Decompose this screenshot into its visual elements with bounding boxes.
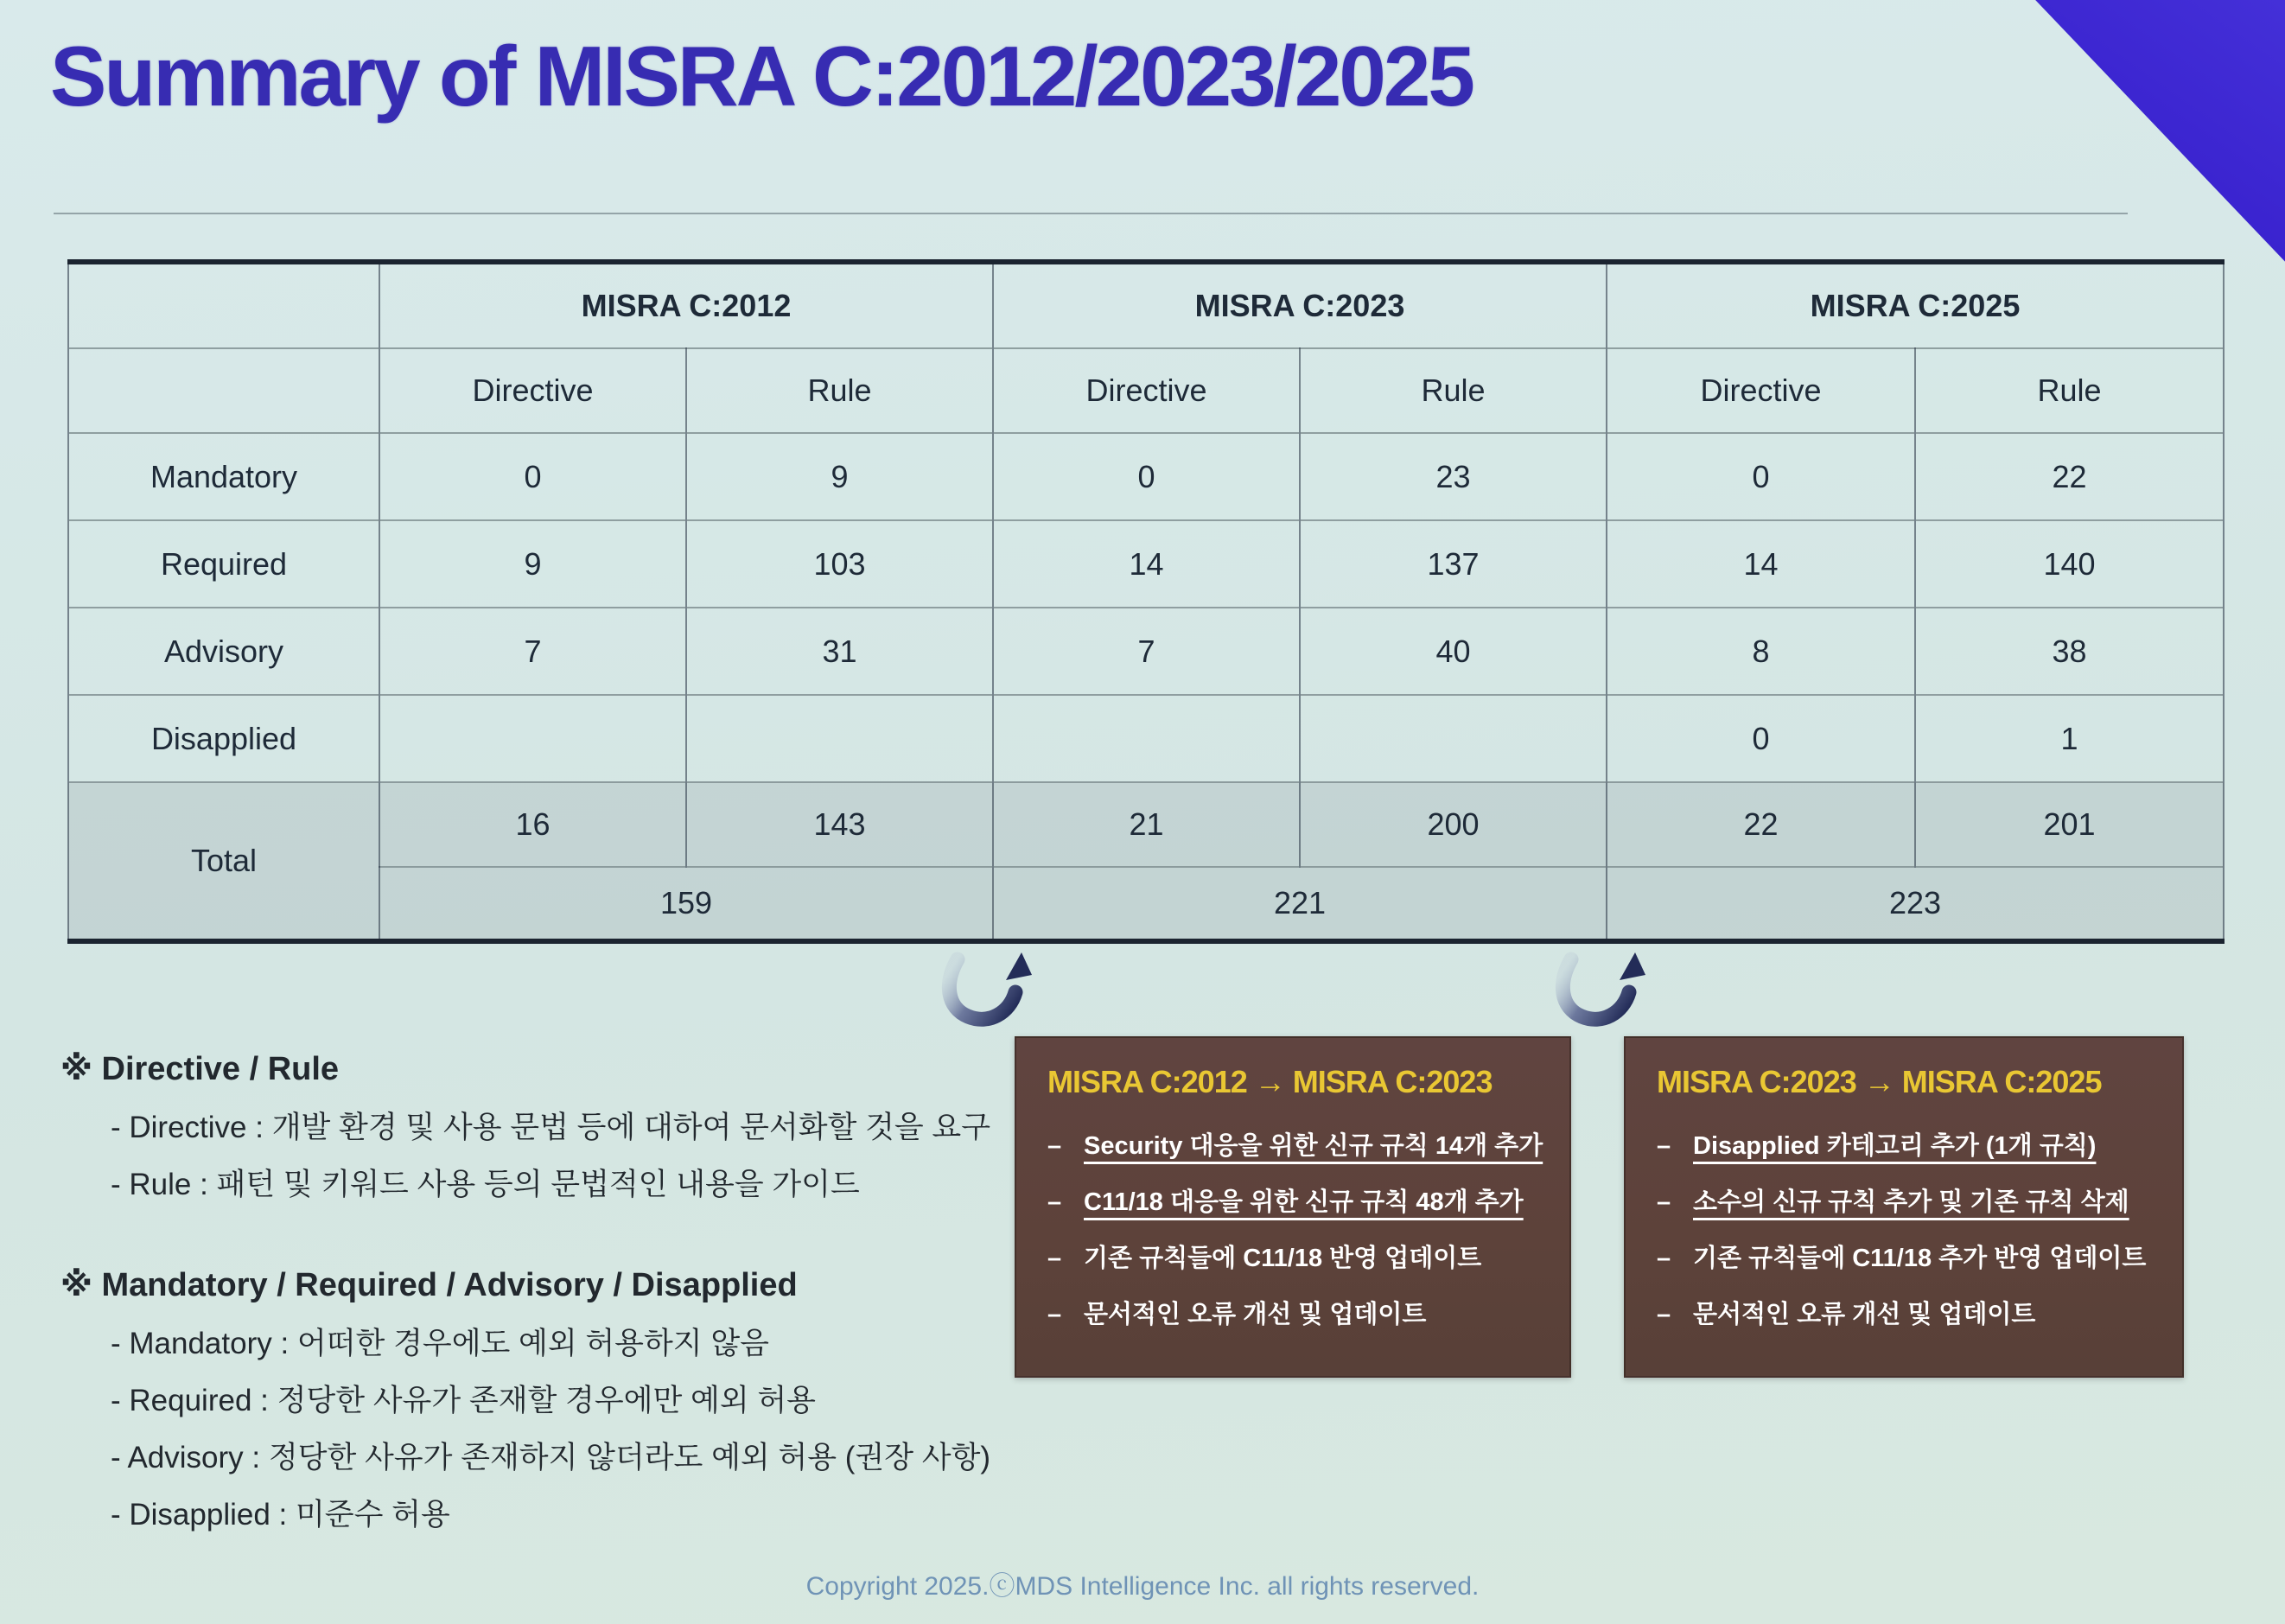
total-value-cell: 21 [993, 782, 1300, 867]
change-item-text: C11/18 대응을 위한 신규 규칙 48개 추가 [1084, 1188, 1524, 1216]
note-item: - Rule : 패턴 및 키워드 사용 등의 문법적인 내용을 가이드 [111, 1168, 860, 1201]
note-title: ※ Directive / Rule [60, 1051, 340, 1087]
value-cell: 14 [1607, 520, 1915, 608]
value-cell: 7 [379, 608, 686, 695]
row-label: Disapplied [68, 695, 379, 782]
value-cell: 14 [993, 520, 1300, 608]
change-box-2012-to-2023 [1015, 1036, 1571, 1378]
dash-bullet: – [1047, 1188, 1062, 1216]
value-cell [686, 695, 993, 782]
subheader-rule: Rule [686, 348, 993, 433]
row-label: Required [68, 520, 379, 608]
change-item [1047, 1182, 1538, 1218]
row-label: Advisory [68, 608, 379, 695]
subheader-directive: Directive [1607, 348, 1915, 433]
curved-up-arrow-icon [1545, 949, 1658, 1032]
table-group-header-row [68, 262, 2224, 348]
value-cell: 0 [993, 433, 1300, 520]
note-item: - Directive : 개발 환경 및 사용 문법 등에 대하여 문서화할 것을 요구 [111, 1111, 991, 1144]
note-item: - Required : 정당한 사유가 존재할 경우에만 예외 허용 [111, 1384, 816, 1417]
value-cell: 0 [1607, 695, 1915, 782]
change-item-text: 문서적인 오류 개선 및 업데이트 [1084, 1301, 1427, 1328]
dash-bullet: – [1047, 1132, 1062, 1160]
change-item [1047, 1126, 1543, 1162]
misra-summary-table [67, 259, 2225, 944]
total-value-cell: 22 [1607, 782, 1915, 867]
value-cell: 22 [1915, 433, 2224, 520]
change-box-title: MISRA C:2012 → MISRA C:2023 [1047, 1064, 1493, 1099]
value-cell: 103 [686, 520, 993, 608]
value-cell: 40 [1300, 608, 1607, 695]
total-value-cell: 201 [1915, 782, 2224, 867]
value-cell [1300, 695, 1607, 782]
note-title: ※ Mandatory / Required / Advisory / Disapplied [60, 1267, 798, 1303]
value-cell [993, 695, 1300, 782]
total-value-cell: 200 [1300, 782, 1607, 867]
dash-bullet: – [1657, 1188, 1671, 1216]
change-item-text: 기존 규칙들에 C11/18 반영 업데이트 [1084, 1245, 1482, 1272]
table-row-advisory [68, 608, 2224, 695]
change-item-text: 기존 규칙들에 C11/18 추가 반영 업데이트 [1693, 1245, 2147, 1272]
merged-total-cell: 221 [993, 867, 1607, 941]
curved-up-arrow-icon [932, 949, 1044, 1032]
dash-bullet: – [1657, 1245, 1671, 1272]
note-item: - Advisory : 정당한 사유가 존재하지 않더라도 예외 허용 (권장 사항) [111, 1441, 991, 1474]
change-item-text: 소수의 신규 규칙 추가 및 기존 규칙 삭제 [1693, 1188, 2129, 1216]
corner-triangle-icon [1998, 0, 2285, 270]
total-value-cell: 16 [379, 782, 686, 867]
change-item-text: 문서적인 오류 개선 및 업데이트 [1693, 1301, 2036, 1328]
change-box-2023-to-2025 [1624, 1036, 2184, 1378]
note-block-directive-rule [60, 1048, 990, 1205]
subheader-directive: Directive [993, 348, 1300, 433]
group-header-2012: MISRA C:2012 [379, 262, 993, 348]
corner-empty-cell [68, 348, 379, 433]
note-block-categories [60, 1264, 990, 1535]
note-item: - Mandatory : 어떠한 경우에도 예외 허용하지 않음 [111, 1327, 769, 1360]
change-item [1047, 1239, 1538, 1274]
value-cell: 7 [993, 608, 1300, 695]
value-cell: 140 [1915, 520, 2224, 608]
table-row-total-breakdown [68, 782, 2224, 867]
corner-empty-cell [68, 262, 379, 348]
change-item [1657, 1126, 2151, 1162]
value-cell: 9 [686, 433, 993, 520]
change-item [1047, 1295, 1538, 1330]
title-divider [54, 213, 2128, 214]
change-item [1657, 1295, 2151, 1330]
value-cell: 31 [686, 608, 993, 695]
note-item: - Disapplied : 미준수 허용 [111, 1498, 450, 1532]
dash-bullet: – [1047, 1301, 1062, 1328]
group-header-2023: MISRA C:2023 [993, 262, 1607, 348]
dash-bullet: – [1657, 1301, 1671, 1328]
value-cell: 0 [1607, 433, 1915, 520]
total-label: Total [68, 782, 379, 941]
subheader-directive: Directive [379, 348, 686, 433]
value-cell: 38 [1915, 608, 2224, 695]
change-item-text: Security 대응을 위한 신규 규칙 14개 추가 [1084, 1132, 1543, 1160]
page-title: Summary of MISRA C:2012/2023/2025 [50, 29, 1473, 124]
value-cell: 137 [1300, 520, 1607, 608]
merged-total-cell: 159 [379, 867, 993, 941]
change-item [1657, 1239, 2151, 1274]
merged-total-cell: 223 [1607, 867, 2224, 941]
subheader-rule: Rule [1300, 348, 1607, 433]
row-label: Mandatory [68, 433, 379, 520]
value-cell: 9 [379, 520, 686, 608]
value-cell: 1 [1915, 695, 2224, 782]
dash-bullet: – [1657, 1132, 1671, 1160]
table-row-disapplied [68, 695, 2224, 782]
table-subheader-row [68, 348, 2224, 433]
value-cell [379, 695, 686, 782]
table-row-mandatory [68, 433, 2224, 520]
change-item [1657, 1182, 2151, 1218]
value-cell: 23 [1300, 433, 1607, 520]
value-cell: 0 [379, 433, 686, 520]
footer-copyright: Copyright 2025.ⓒMDS Intelligence Inc. all rights reserved. [805, 1572, 1480, 1601]
total-value-cell: 143 [686, 782, 993, 867]
group-header-2025: MISRA C:2025 [1607, 262, 2224, 348]
value-cell: 8 [1607, 608, 1915, 695]
change-box-title: MISRA C:2023 → MISRA C:2025 [1657, 1064, 2102, 1099]
change-item-text: Disapplied 카테고리 추가 (1개 규칙) [1693, 1132, 2097, 1160]
table-row-required [68, 520, 2224, 608]
dash-bullet: – [1047, 1245, 1062, 1272]
table-row-total-merged [68, 867, 2224, 941]
subheader-rule: Rule [1915, 348, 2224, 433]
